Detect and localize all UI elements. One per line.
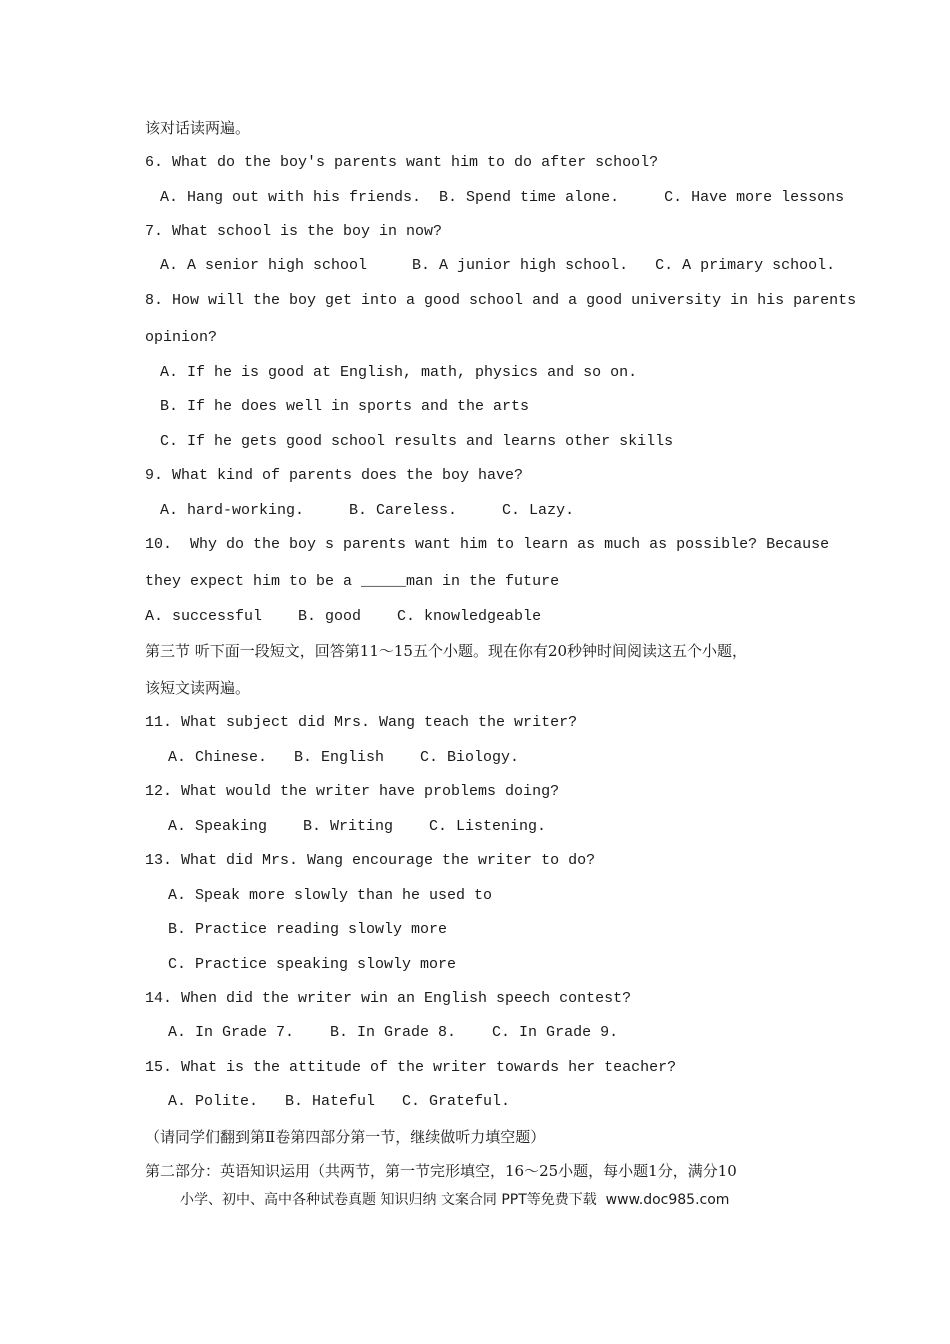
option-8b: B. If he does well in sports and the arts <box>160 398 530 415</box>
footer-watermark: 小学、初中、高中各种试卷真题 知识归纳 文案合同 PPT等免费下载 www.doc985.com <box>180 1192 730 1208</box>
section-3-heading-cont: 该短文读两遍。 <box>145 679 251 697</box>
options-11: A. Chinese. B. English C. Biology. <box>168 749 520 766</box>
option-13b: B. Practice reading slowly more <box>168 921 448 938</box>
options-7: A. A senior high school B. A junior high school. C. A primary school. <box>160 257 836 274</box>
question-8-cont: opinion? <box>145 329 218 346</box>
options-9: A. hard-working. B. Careless. C. Lazy. <box>160 502 575 519</box>
option-8a: A. If he is good at English, math, physics and so on. <box>160 364 638 381</box>
section-3-heading: 第三节 听下面一段短文，回答第11～15五个小题。现在你有20秒钟时间阅读这五个小题， <box>145 642 748 660</box>
question-12: 12. What would the writer have problems doing? <box>145 783 560 800</box>
option-8c: C. If he gets good school results and learns other skills <box>160 433 674 450</box>
options-6: A. Hang out with his friends. B. Spend time alone. C. Have more lessons <box>160 189 845 206</box>
options-12: A. Speaking B. Writing C. Listening. <box>168 818 547 835</box>
question-13: 13. What did Mrs. Wang encourage the writer to do? <box>145 852 596 869</box>
question-9: 9. What kind of parents does the boy have? <box>145 467 524 484</box>
question-14: 14. When did the writer win an English speech contest? <box>145 990 632 1007</box>
question-10-cont: they expect him to be a _____man in the future <box>145 573 560 590</box>
options-15: A. Polite. B. Hateful C. Grateful. <box>168 1093 511 1110</box>
part-2-heading: 第二部分：英语知识运用（共两节，第一节完形填空，16～25小题，每小题1分，满分10 <box>145 1162 737 1180</box>
question-10: 10. Why do the boy s parents want him to learn as much as possible? Because <box>145 536 830 553</box>
option-13a: A. Speak more slowly than he used to <box>168 887 493 904</box>
question-7: 7. What school is the boy in now? <box>145 223 443 240</box>
question-6: 6. What do the boy's parents want him to do after school? <box>145 154 659 171</box>
question-8: 8. How will the boy get into a good school and a good university in his parents <box>145 292 857 309</box>
option-13c: C. Practice speaking slowly more <box>168 956 457 973</box>
options-10: A. successful B. good C. knowledgeable <box>145 608 542 625</box>
options-14: A. In Grade 7. B. In Grade 8. C. In Grade 9. <box>168 1024 619 1041</box>
question-11: 11. What subject did Mrs. Wang teach the writer? <box>145 714 578 731</box>
text-line: 该对话读两遍。 <box>145 119 251 137</box>
instruction-note: （请同学们翻到第Ⅱ卷第四部分第一节，继续做听力填空题） <box>145 1128 546 1146</box>
question-15: 15. What is the attitude of the writer towards her teacher? <box>145 1059 677 1076</box>
